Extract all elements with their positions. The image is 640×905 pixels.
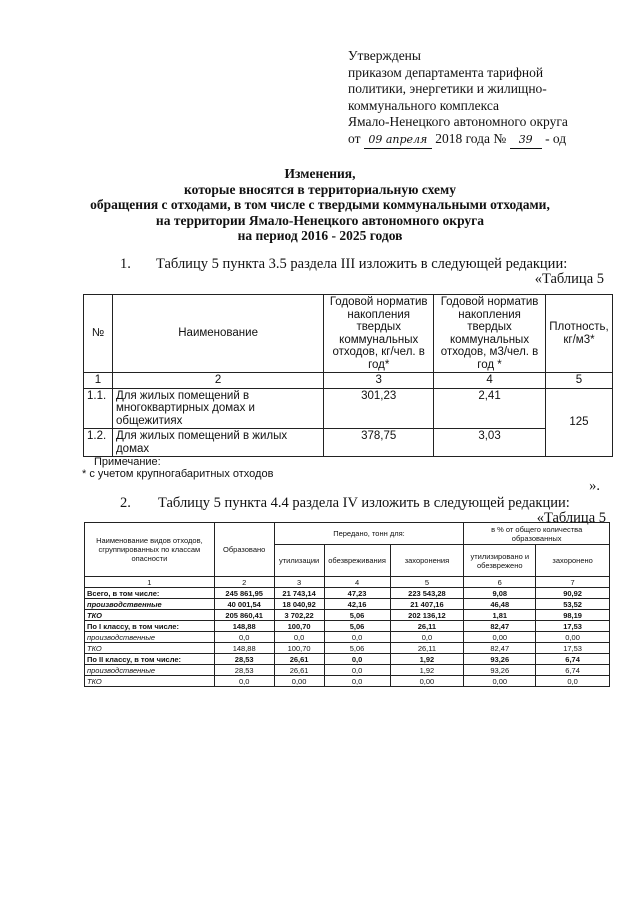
row-utilization: 0,00	[274, 676, 324, 687]
row-burial: 21 407,16	[390, 599, 464, 610]
row-buried-percent: 0,00	[536, 632, 610, 643]
table-row	[85, 588, 610, 599]
row-burial: 223 543,28	[390, 588, 464, 599]
title-line: Изменения,	[284, 166, 356, 181]
header-density: Плотность, кг/м3*	[545, 295, 612, 373]
row-neutralization: 5,06	[324, 621, 390, 632]
row-formed: 245 861,95	[214, 588, 274, 599]
row-utilized-percent: 0,00	[464, 676, 536, 687]
table-row	[85, 676, 610, 687]
approval-date-line	[348, 131, 568, 150]
row-utilized-percent: 82,47	[464, 621, 536, 632]
row-utilization: 18 040,92	[274, 599, 324, 610]
title-line: на территории Ямало-Ненецкого автономного округа	[155, 212, 485, 228]
row-name: ТКО	[85, 676, 215, 687]
table-header-row	[84, 295, 613, 373]
row-burial: 26,11	[390, 621, 464, 632]
approval-line: Ямало-Ненецкого автономного округа	[348, 114, 568, 129]
header-neutralization: обезвреживания	[324, 545, 390, 577]
approval-line: коммунального комплекса	[348, 97, 499, 113]
row-utilized-percent: 0,00	[464, 632, 536, 643]
row-burial: 202 136,12	[390, 610, 464, 621]
column-number: 4	[434, 373, 546, 389]
header-formed: Образовано	[214, 523, 274, 577]
table-row	[85, 665, 610, 676]
row-buried-percent: 6,74	[536, 665, 610, 676]
column-number: 5	[390, 577, 464, 588]
row-neutralization: 47,23	[324, 588, 390, 599]
row-buried-percent: 53,52	[536, 599, 610, 610]
column-number: 5	[545, 373, 612, 389]
column-number: 4	[324, 577, 390, 588]
row-name: ТКО	[85, 610, 215, 621]
waste-table	[84, 522, 610, 687]
header-percent: в % от общего количества образованных	[464, 523, 610, 545]
row-buried-percent: 6,74	[536, 654, 610, 665]
row-neutralization: 0,0	[324, 676, 390, 687]
row-formed: 148,88	[214, 621, 274, 632]
approval-line: политики, энергетики и жилищно-	[348, 81, 547, 96]
table-closing-quote: ».	[589, 478, 600, 494]
column-number: 3	[274, 577, 324, 588]
row-utilization: 0,0	[274, 632, 324, 643]
table-row	[84, 388, 613, 429]
row-utilized-percent: 82,47	[464, 643, 536, 654]
row-utilization: 21 743,14	[274, 588, 324, 599]
table-row	[85, 610, 610, 621]
row-utilization: 26,61	[274, 665, 324, 676]
row-formed: 40 001,54	[214, 599, 274, 610]
year-text: 2018 года	[435, 130, 491, 146]
row-name: Для жилых помещений в многоквартирных домах и общежитиях	[112, 388, 323, 429]
row-burial: 26,11	[390, 643, 464, 654]
row-name: ТКО	[85, 643, 215, 654]
row-number: 1.2.	[84, 429, 113, 457]
column-number: 2	[214, 577, 274, 588]
row-name: производственные	[85, 665, 215, 676]
row-formed: 0,0	[214, 676, 274, 687]
row-m3-value: 2,41	[434, 388, 546, 429]
row-kg-value: 378,75	[324, 429, 434, 457]
header-number: №	[84, 295, 113, 373]
header-annual-kg: Годовой норматив накопления твердых коммунальных отходов, кг/чел. в год*	[324, 295, 434, 373]
number-sign: №	[493, 130, 507, 146]
row-utilized-percent: 46,48	[464, 599, 536, 610]
table-row	[85, 654, 610, 665]
density-value: 125	[545, 388, 612, 457]
header-annual-m3: Годовой норматив накопления твердых коммунальных отходов, м3/чел. в год *	[434, 295, 546, 373]
row-buried-percent: 17,53	[536, 643, 610, 654]
row-neutralization: 0,0	[324, 632, 390, 643]
note-text: * с учетом крупногабаритных отходов	[82, 468, 274, 480]
approval-line: Утверждены	[348, 48, 421, 63]
row-formed: 205 860,41	[214, 610, 274, 621]
row-name: Для жилых помещений в жилых домах	[112, 429, 323, 457]
table-row	[85, 599, 610, 610]
note-label: Примечание:	[94, 456, 161, 468]
row-neutralization: 0,0	[324, 665, 390, 676]
header-burial: захоронения	[390, 545, 464, 577]
column-numbers-row	[85, 577, 610, 588]
column-number: 3	[324, 373, 434, 389]
row-neutralization: 5,06	[324, 643, 390, 654]
row-buried-percent: 98,19	[536, 610, 610, 621]
table-row	[85, 632, 610, 643]
table-row	[84, 429, 613, 457]
row-burial: 0,0	[390, 632, 464, 643]
header-name: Наименование видов отходов, сгруппированных по классам опасности	[85, 523, 215, 577]
row-utilization: 100,70	[274, 643, 324, 654]
row-name: По I классу, в том числе:	[85, 621, 215, 632]
row-buried-percent: 90,92	[536, 588, 610, 599]
column-number: 6	[464, 577, 536, 588]
row-name: производственные	[85, 599, 215, 610]
handwritten-date: 09 апреля	[364, 132, 432, 150]
header-buried: захоронено	[536, 545, 610, 577]
norms-table	[83, 294, 613, 457]
row-kg-value: 301,23	[324, 388, 434, 429]
row-neutralization: 42,16	[324, 599, 390, 610]
table-row	[85, 643, 610, 654]
column-number: 1	[85, 577, 215, 588]
document-title	[0, 166, 640, 244]
row-name: Всего, в том числе:	[85, 588, 215, 599]
row-utilized-percent: 1,81	[464, 610, 536, 621]
row-number: 1.1.	[84, 388, 113, 429]
column-number: 2	[112, 373, 323, 389]
approval-block	[348, 48, 568, 149]
row-burial: 1,92	[390, 654, 464, 665]
item-1-text: Таблицу 5 пункта 3.5 раздела III изложить в следующей редакции:	[156, 256, 568, 272]
column-number: 7	[536, 577, 610, 588]
handwritten-number: 39	[510, 132, 542, 150]
row-burial: 0,00	[390, 676, 464, 687]
row-utilization: 26,61	[274, 654, 324, 665]
row-neutralization: 0,0	[324, 654, 390, 665]
row-formed: 148,88	[214, 643, 274, 654]
row-formed: 0,0	[214, 632, 274, 643]
item-2-table-label: «Таблица 5	[536, 510, 606, 526]
row-buried-percent: 0,0	[536, 676, 610, 687]
number-suffix: - од	[545, 130, 567, 146]
row-utilized-percent: 93,26	[464, 665, 536, 676]
title-line: на период 2016 - 2025 годов	[237, 228, 403, 243]
row-utilization: 100,70	[274, 621, 324, 632]
approval-line: приказом департамента тарифной	[348, 64, 544, 80]
title-line: обращения с отходами, в том числе с твердыми коммунальными отходами,	[90, 197, 550, 212]
item-2-number: 2.	[120, 495, 131, 511]
column-number: 1	[84, 373, 113, 389]
header-name: Наименование	[112, 295, 323, 373]
row-formed: 28,53	[214, 654, 274, 665]
title-line: которые вносятся в территориальную схему	[184, 181, 456, 197]
row-name: производственные	[85, 632, 215, 643]
row-m3-value: 3,03	[434, 429, 546, 457]
table-row	[85, 621, 610, 632]
header-utilized: утилизировано и обезврежено	[464, 545, 536, 577]
row-buried-percent: 17,53	[536, 621, 610, 632]
item-1-number: 1.	[120, 256, 131, 272]
item-1-table-label: «Таблица 5	[534, 271, 604, 287]
row-name: По II классу, в том числе:	[85, 654, 215, 665]
row-utilized-percent: 9,08	[464, 588, 536, 599]
item-2-text: Таблицу 5 пункта 4.4 раздела IV изложить в следующей редакции:	[158, 495, 570, 511]
header-utilization: утилизации	[274, 545, 324, 577]
row-neutralization: 5,06	[324, 610, 390, 621]
row-burial: 1,92	[390, 665, 464, 676]
row-utilization: 3 702,22	[274, 610, 324, 621]
column-numbers-row	[84, 373, 613, 389]
header-transferred: Передано, тонн для:	[274, 523, 464, 545]
row-utilized-percent: 93,26	[464, 654, 536, 665]
date-prefix: от	[348, 130, 361, 146]
table-header-row	[85, 523, 610, 545]
row-formed: 28,53	[214, 665, 274, 676]
